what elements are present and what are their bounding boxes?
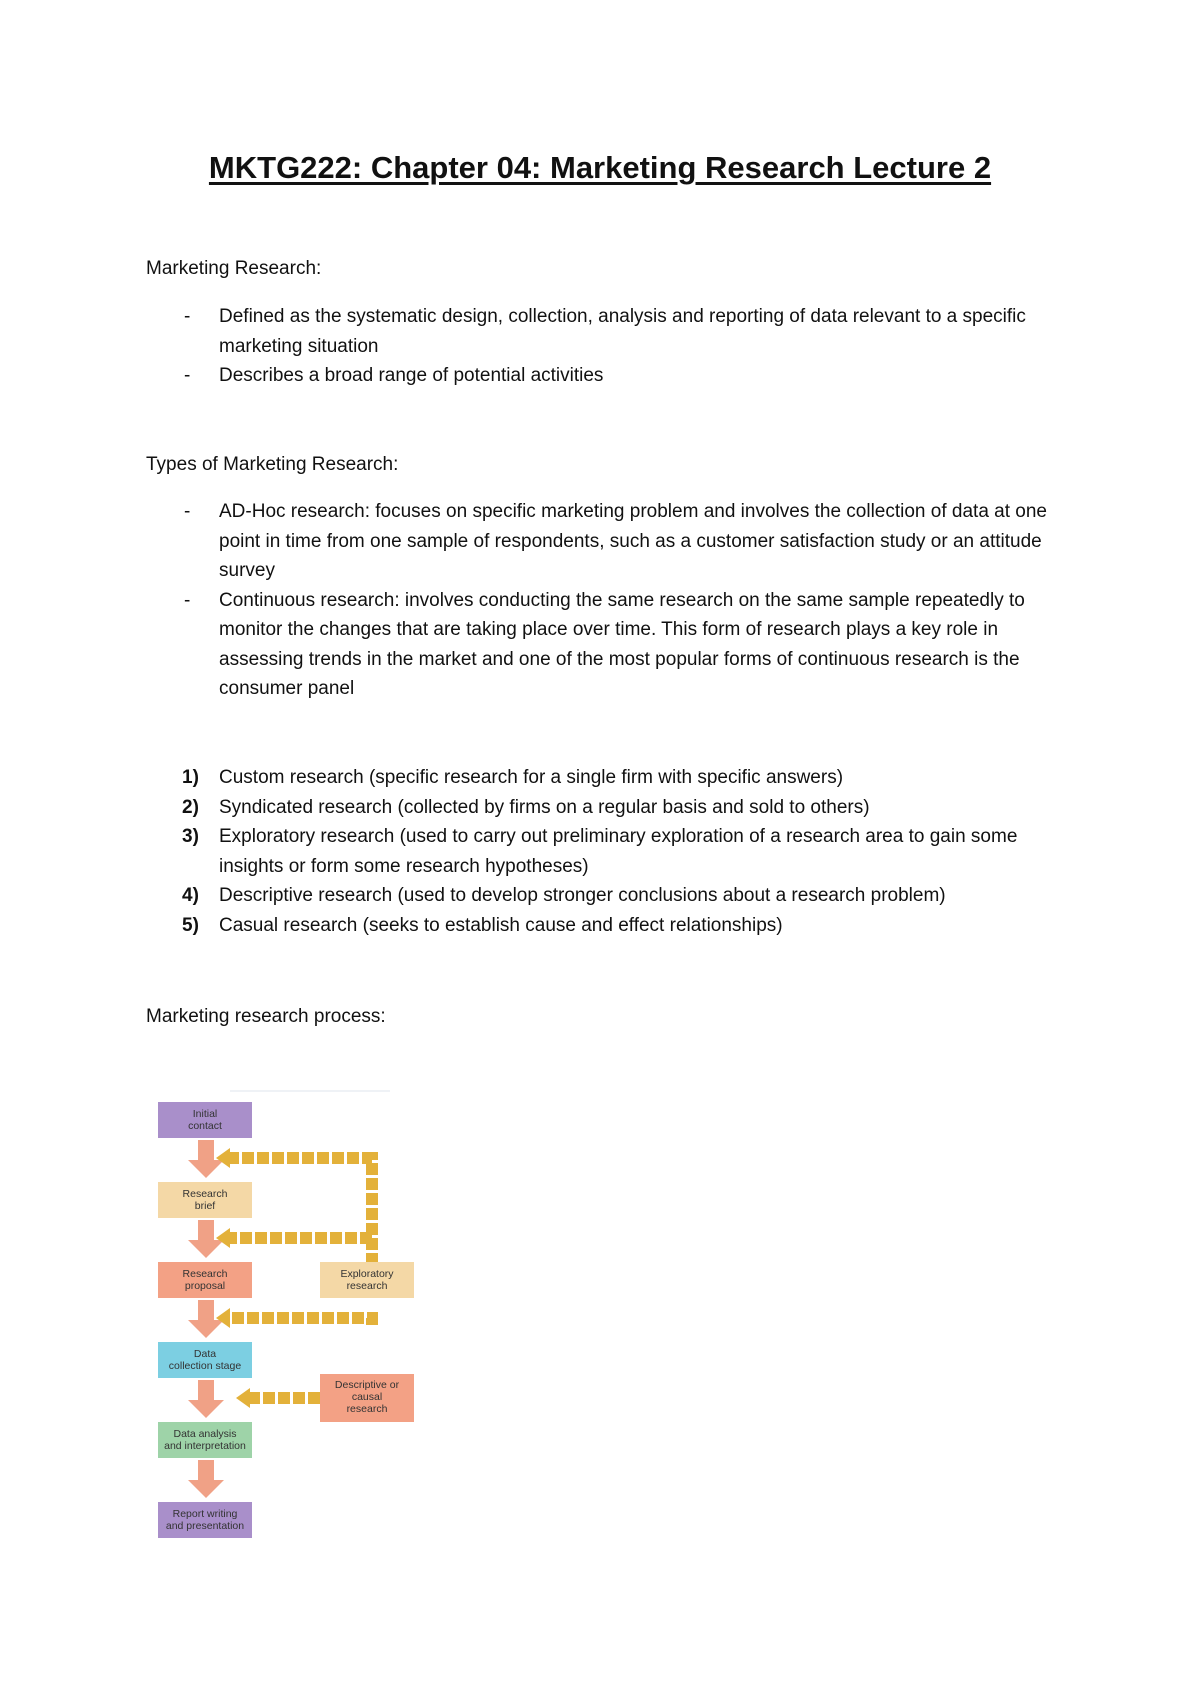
label-line: Initial — [192, 1108, 218, 1120]
label-line: contact — [188, 1120, 222, 1132]
types-bullets — [146, 497, 1066, 704]
label-line: Report writing — [172, 1508, 238, 1520]
box-label — [340, 1268, 394, 1292]
flow-arrow — [188, 1380, 224, 1418]
label-line: research — [346, 1280, 388, 1292]
step-report-writing — [158, 1502, 252, 1538]
step-initial-contact — [158, 1102, 252, 1138]
list-text: Syndicated research (collected by firms on a regular basis and sold to others) — [219, 796, 870, 818]
list-text: Descriptive research (used to develop stronger conclusions about a research problem) — [219, 885, 946, 906]
list-item — [146, 793, 1066, 823]
list-item — [146, 822, 1066, 881]
label-line: brief — [194, 1200, 216, 1212]
label-line: and presentation — [165, 1520, 245, 1532]
list-text: Exploratory research (used to carry out preliminary exploration of a research area to gain some insights or form some research hypotheses) — [219, 826, 1018, 877]
list-number: 4) — [182, 885, 199, 906]
research-process-diagram — [150, 1090, 430, 1550]
box-label — [166, 1508, 244, 1532]
step-descriptive-research — [320, 1374, 414, 1422]
label-line: research — [346, 1403, 388, 1415]
list-text: Custom research (specific research for a single firm with specific answers) — [219, 767, 844, 788]
list-item — [146, 911, 1066, 941]
label-line: collection stage — [168, 1360, 242, 1372]
step-data-collection — [158, 1342, 252, 1378]
box-label — [183, 1268, 228, 1292]
page-title: MKTG222: Chapter 04: Marketing Research Lecture 2 — [208, 150, 992, 185]
heading-process: Marketing research process: — [146, 1006, 386, 1027]
list-number: 3) — [182, 826, 199, 847]
list-item — [146, 302, 1066, 361]
step-data-analysis — [158, 1422, 252, 1458]
dash-marker: - — [184, 501, 191, 522]
list-item — [146, 586, 1066, 704]
list-item — [146, 497, 1066, 586]
list-text: Casual research (seeks to establish cause and effect relationships) — [219, 914, 783, 936]
list-item — [146, 881, 1066, 911]
label-line: Descriptive or — [334, 1379, 400, 1391]
label-line: Data analysis — [173, 1428, 237, 1440]
label-line: Exploratory — [340, 1268, 394, 1280]
list-number: 5) — [182, 914, 199, 936]
dash-marker: - — [184, 306, 191, 327]
feedback-arrowhead — [236, 1388, 250, 1408]
step-research-brief — [158, 1182, 252, 1218]
list-item — [146, 361, 1066, 391]
heading-marketing-research: Marketing Research: — [146, 258, 322, 279]
label-line: causal — [351, 1391, 383, 1403]
dash-marker: - — [184, 589, 191, 611]
bullet-text: AD-Hoc research: focuses on specific marketing problem and involves the collection of data at one point in time from one sample of respondents, such as a customer satisfaction study or an attitude survey — [219, 501, 1047, 581]
list-number: 1) — [182, 767, 199, 788]
dash-marker: - — [184, 365, 191, 386]
bullet-text: Defined as the systematic design, collection, analysis and reporting of data relevant to a specific marketing situation — [219, 306, 1026, 357]
step-research-proposal — [158, 1262, 252, 1298]
list-number: 2) — [182, 796, 199, 818]
feedback-line-collection — [229, 1318, 372, 1325]
list-item — [146, 763, 1066, 793]
step-exploratory-research — [320, 1262, 414, 1298]
label-line: Data — [193, 1348, 217, 1360]
label-line: proposal — [184, 1280, 226, 1292]
flow-arrow — [188, 1460, 224, 1498]
bullet-text: Continuous research: involves conducting the same research on the same sample repeatedly to monitor the changes that are taking place over time. This form of research plays a key role in assessing trends in the market and one of the most popular forms of continuous research is the consumer panel — [219, 589, 1025, 699]
definition-bullets — [146, 302, 1066, 391]
label-line: Research — [182, 1268, 228, 1280]
research-types-numbered — [146, 763, 1066, 940]
label-line: Research — [182, 1188, 228, 1200]
box-label — [188, 1108, 222, 1132]
bullet-text: Describes a broad range of potential activities — [219, 365, 604, 386]
label-line: and interpretation — [164, 1440, 246, 1452]
heading-types: Types of Marketing Research: — [146, 454, 399, 475]
box-label — [164, 1428, 246, 1452]
